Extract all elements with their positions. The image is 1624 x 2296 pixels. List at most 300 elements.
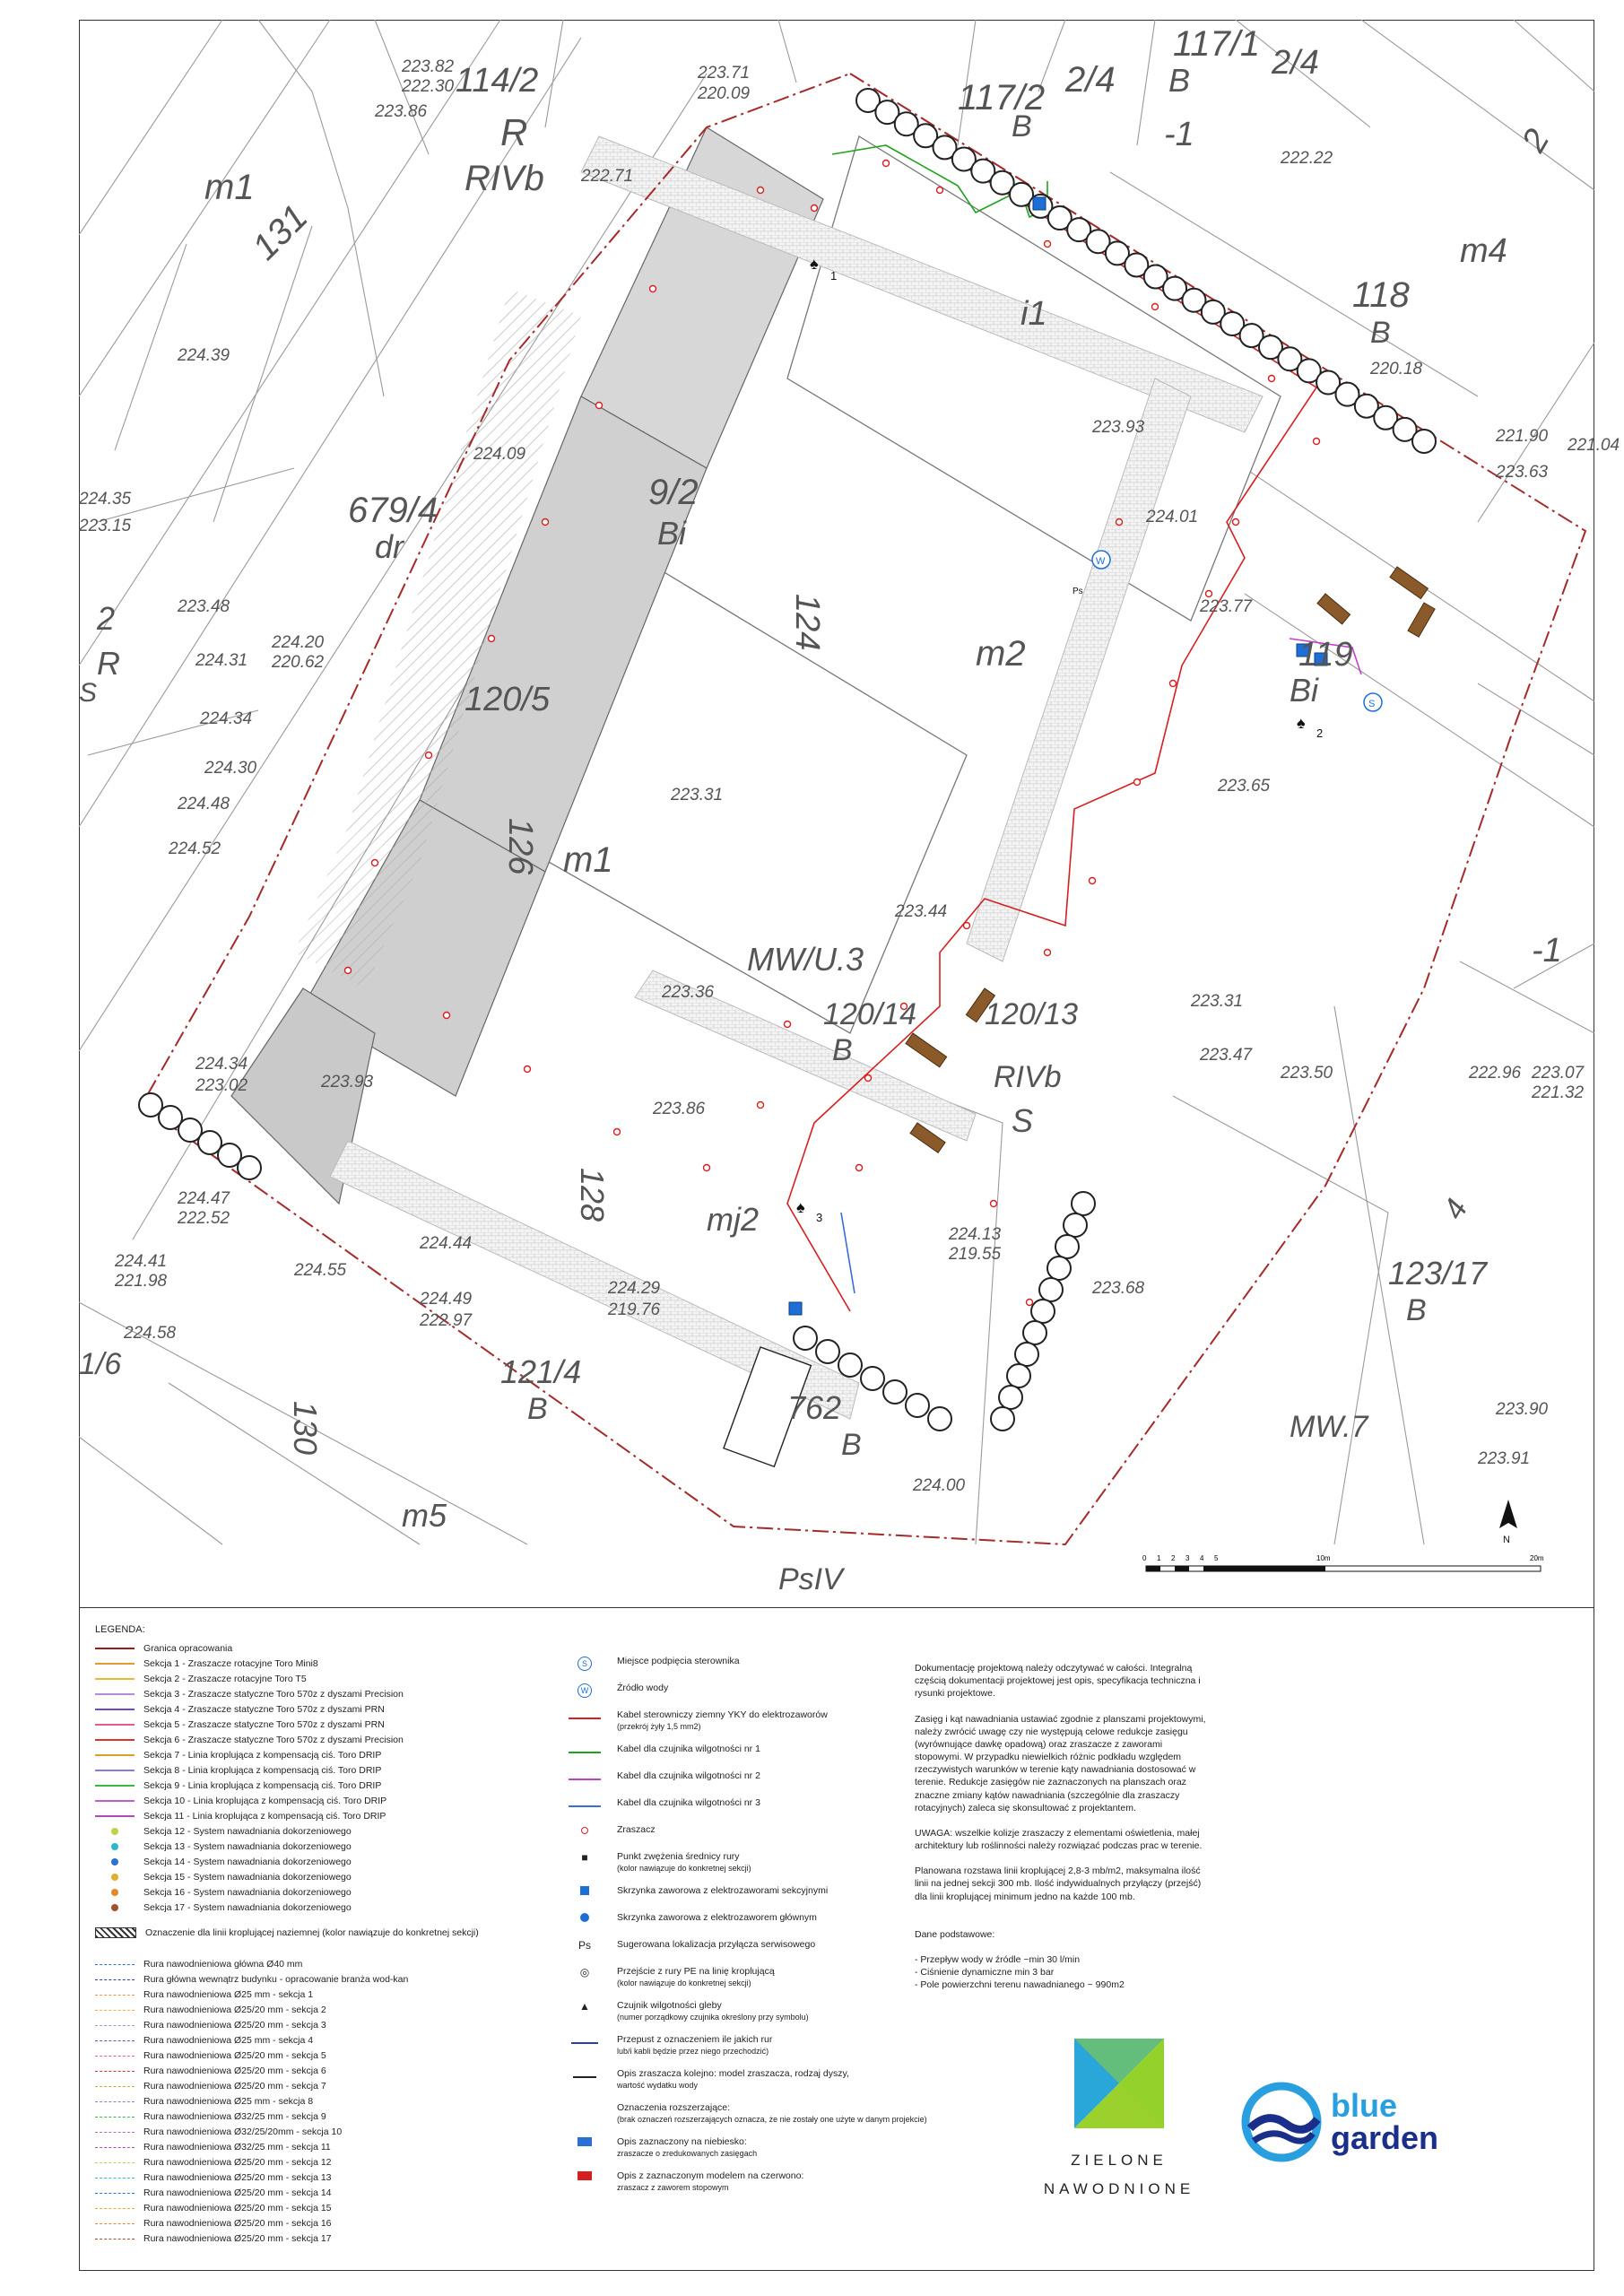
zielone-nawodnione-logo bbox=[1038, 2039, 1200, 2245]
sprinkler[interactable] bbox=[426, 752, 432, 759]
legend-label: Rura nawodnieniowa Ø25/20 mm - sekcja 16 bbox=[143, 2218, 332, 2229]
elevation-label: 222.96 bbox=[1469, 1064, 1522, 1083]
legend-symbol-icon: Ps bbox=[578, 1939, 591, 1952]
legend-pipe-swatch bbox=[95, 2101, 135, 2102]
legend-item bbox=[95, 1796, 386, 1806]
svg-text:2: 2 bbox=[1171, 1554, 1176, 1562]
elevation-label: 224.55 bbox=[294, 1261, 347, 1280]
svg-text:10m: 10m bbox=[1316, 1554, 1331, 1562]
legend-label: Rura nawodnieniowa Ø25/20 mm - sekcja 12 bbox=[143, 2157, 332, 2168]
legend-symbol-icon: W bbox=[569, 1683, 601, 1698]
site-plan bbox=[79, 20, 1620, 1607]
legend-label: Przepust z oznaczeniem ile jakich rur bbox=[617, 2034, 773, 2045]
parcel-label: 2/4 bbox=[1065, 60, 1116, 100]
legend-symbol-icon bbox=[569, 2069, 601, 2080]
legend-item bbox=[95, 2112, 326, 2122]
parcel-label: PsIV bbox=[778, 1562, 843, 1596]
hedge-shrub bbox=[1007, 1364, 1030, 1387]
legend-pipe-swatch bbox=[95, 2223, 135, 2224]
legend-dot-swatch bbox=[111, 1889, 118, 1896]
elevation-label: 223.93 bbox=[321, 1073, 374, 1091]
parcel-label: 114/2 bbox=[456, 62, 539, 100]
legend-pipe-swatch bbox=[95, 2193, 135, 2194]
legend-label: Rura nawodnieniowa główna Ø40 mm bbox=[143, 1959, 303, 1970]
elevation-label: 224.34 bbox=[200, 709, 253, 728]
sensor-3-label: 3 bbox=[816, 1211, 823, 1224]
parcel-label: 131 bbox=[245, 197, 316, 268]
legend-label: Granica opracowania bbox=[143, 1643, 233, 1654]
hedge-shrub bbox=[1412, 430, 1436, 453]
sprinkler[interactable] bbox=[1170, 681, 1177, 687]
legend-symbol-icon bbox=[569, 1710, 601, 1721]
valve-box[interactable] bbox=[789, 1302, 802, 1315]
sprinkler[interactable] bbox=[1152, 304, 1159, 310]
legend-sublabel: (brak oznaczeń rozszerzających oznacza, że nie zostały one użyte w danym projekcie) bbox=[617, 2114, 927, 2124]
legend-symbol-icon: ■ bbox=[581, 1851, 588, 1864]
elevation-label: 223.50 bbox=[1281, 1064, 1333, 1083]
legend-pipe-swatch bbox=[95, 2117, 135, 2118]
legend-label: Kabel dla czujnika wilgotności nr 1 bbox=[617, 1744, 760, 1754]
elevation-label: 224.58 bbox=[124, 1324, 177, 1343]
legend-label: Czujnik wilgotności gleby bbox=[617, 2000, 722, 2011]
legend-label: Rura nawodnieniowa Ø25 mm - sekcja 8 bbox=[143, 2096, 314, 2107]
legend-symbol-item bbox=[569, 1913, 817, 1926]
blue-garden-line2: garden bbox=[1331, 2119, 1439, 2156]
legend-label: Sekcja 5 - Zraszacze statyczne Toro 570z z dyszami PRN bbox=[143, 1719, 385, 1730]
water-source-icon[interactable] bbox=[1092, 551, 1110, 569]
legend-label: Kabel dla czujnika wilgotności nr 2 bbox=[617, 1770, 760, 1781]
legend-line-swatch bbox=[95, 1785, 135, 1787]
legend-symbol-icon bbox=[569, 1825, 601, 1836]
legend-item bbox=[95, 2051, 326, 2061]
legend-symbol-item bbox=[569, 1886, 828, 1899]
parcel-label: m1 bbox=[204, 168, 255, 207]
legend-item bbox=[95, 1705, 385, 1715]
valve-box[interactable] bbox=[1033, 197, 1046, 210]
legend-item bbox=[95, 1735, 404, 1745]
legend-item bbox=[95, 1990, 313, 2000]
elevation-label: 222.30 bbox=[402, 77, 455, 96]
legend-label: Rura nawodnieniowa Ø25/20 mm - sekcja 17 bbox=[143, 2233, 332, 2244]
legend-sublabel: (kolor nawiązuje do konkretnej sekcji) bbox=[617, 1978, 751, 1987]
parcel-label: 2 bbox=[97, 600, 116, 637]
legend-item bbox=[95, 1857, 352, 1867]
legend-label: Sekcja 3 - Zraszacze statyczne Toro 570z z dyszami Precision bbox=[143, 1689, 404, 1700]
parcel-label: RIVb bbox=[465, 159, 544, 198]
legend-dot-swatch bbox=[111, 1904, 118, 1911]
legend-sublabel: zraszacz z zaworem stopowym bbox=[617, 2182, 729, 2192]
legend-item bbox=[95, 2021, 326, 2031]
legend-item bbox=[95, 1873, 352, 1883]
legend-symbol-item bbox=[569, 1744, 760, 1757]
elevation-label: 223.15 bbox=[79, 517, 132, 535]
legend-pipe-swatch bbox=[95, 1964, 135, 1965]
legend-pipe-swatch bbox=[95, 2071, 135, 2072]
parcel-label: B bbox=[1168, 62, 1191, 99]
north-arrow-icon bbox=[1499, 1500, 1517, 1545]
legend-item bbox=[95, 1766, 381, 1776]
zielone-logo-mark-icon bbox=[1074, 2039, 1164, 2128]
sprinkler[interactable] bbox=[1090, 878, 1096, 884]
hedge-shrub bbox=[1023, 1321, 1046, 1344]
sprinkler[interactable] bbox=[345, 968, 352, 974]
legend-item bbox=[95, 1975, 408, 1985]
legend-label: Rura nawodnieniowa Ø32/25/20mm - sekcja 10 bbox=[143, 2126, 343, 2137]
legend-item bbox=[95, 2127, 342, 2137]
legend-pipe-swatch bbox=[95, 2040, 135, 2041]
parcel-label: B bbox=[1406, 1293, 1427, 1327]
hedge-shrub bbox=[1064, 1213, 1087, 1237]
legend-symbol-icon: ▲ bbox=[579, 2000, 590, 2013]
parcel-label: 762 bbox=[787, 1389, 842, 1426]
hedge-shrub bbox=[928, 1407, 951, 1431]
legend-pipe-swatch bbox=[95, 2178, 135, 2179]
service-point-label: Ps bbox=[1073, 587, 1083, 596]
elevation-label: 223.68 bbox=[1092, 1279, 1145, 1298]
parcel-label: 121/4 bbox=[500, 1353, 582, 1390]
legend-item bbox=[95, 1720, 385, 1730]
elevation-label: 221.98 bbox=[115, 1272, 168, 1291]
legend-label: Rura główna wewnątrz budynku - opracowanie branża wod-kan bbox=[143, 1974, 409, 1985]
sprinkler[interactable] bbox=[1314, 439, 1320, 445]
legend-label: Sekcja 8 - Linia kroplująca z kompensacją ciś. Toro DRIP bbox=[143, 1765, 382, 1776]
parcel-label: 120/5 bbox=[465, 681, 551, 718]
legend-label: Sekcja 11 - Linia kroplująca z kompensacją ciś. Toro DRIP bbox=[143, 1811, 386, 1822]
legend-label: Rura nawodnieniowa Ø25/20 mm - sekcja 6 bbox=[143, 2066, 326, 2076]
sprinkler[interactable] bbox=[785, 1022, 791, 1028]
legend-line-swatch bbox=[95, 1815, 135, 1817]
elevation-label: 221.90 bbox=[1496, 427, 1549, 446]
hedge-shrub bbox=[883, 1380, 907, 1404]
controller-icon[interactable] bbox=[1364, 693, 1382, 711]
legend-item bbox=[95, 1781, 381, 1791]
legend-sublabel: (numer porządkowy czujnika określony przy symbolu) bbox=[617, 2012, 809, 2022]
parcel-label: 679/4 bbox=[348, 491, 439, 530]
legend-item bbox=[95, 1903, 352, 1913]
sprinkler[interactable] bbox=[865, 1075, 872, 1082]
legend-symbol-icon: ◎ bbox=[579, 1966, 590, 1979]
legend-label: Sekcja 2 - Zraszacze rotacyjne Toro T5 bbox=[143, 1674, 307, 1684]
elevation-label: 223.47 bbox=[1200, 1046, 1253, 1065]
svg-text:3: 3 bbox=[1185, 1554, 1190, 1562]
legend-item bbox=[95, 2219, 332, 2229]
legend-label: Opis zaznaczony na niebiesko: bbox=[617, 2136, 747, 2147]
legend-item bbox=[95, 2005, 326, 2015]
legend-symbol-item bbox=[569, 1683, 668, 1698]
elevation-label: 220.18 bbox=[1370, 360, 1423, 378]
hedge-shrub bbox=[1072, 1192, 1095, 1215]
zielone-line1: ZIELONE bbox=[1071, 2152, 1168, 2169]
hedge-shrub bbox=[1015, 1343, 1038, 1366]
parcel-label: 130 bbox=[287, 1401, 324, 1456]
sprinkler[interactable] bbox=[489, 636, 495, 642]
parcel-label: 120/13 bbox=[985, 997, 1078, 1031]
elevation-label: 222.22 bbox=[1281, 149, 1333, 168]
elevation-label: 222.52 bbox=[178, 1209, 230, 1228]
legend-sublabel: wartość wydatku wody bbox=[617, 2080, 699, 2090]
legend-sublabel: (kolor nawiązuje do konkretnej sekcji) bbox=[617, 1863, 751, 1873]
parcel-label: mj2 bbox=[707, 1201, 760, 1238]
legend-pipe-swatch bbox=[95, 2056, 135, 2057]
elevation-label: 223.90 bbox=[1496, 1400, 1549, 1419]
legend-label: Skrzynka zaworowa z elektrozaworem głównym bbox=[617, 1912, 817, 1923]
elevation-label: 224.31 bbox=[195, 651, 248, 670]
elevation-label: 220.62 bbox=[272, 653, 325, 672]
legend-pipe-swatch bbox=[95, 2132, 135, 2133]
legend-label: Sekcja 16 - System nawadniania dokorzeniowego bbox=[143, 1887, 352, 1898]
legend-item bbox=[95, 1751, 381, 1761]
legend-item bbox=[95, 1888, 352, 1898]
legend-symbol-item bbox=[569, 1825, 656, 1838]
elevation-label: 224.09 bbox=[473, 445, 526, 464]
legend-pipe-swatch bbox=[95, 2086, 135, 2087]
legend-label: Rura nawodnieniowa Ø25/20 mm - sekcja 5 bbox=[143, 2050, 326, 2061]
legend-column-symbols bbox=[569, 1644, 927, 2272]
blue-garden-logo bbox=[1241, 2083, 1510, 2164]
legend-label: Skrzynka zaworowa z elektrozaworami sekcyjnymi bbox=[617, 1885, 829, 1896]
sprinkler[interactable] bbox=[883, 161, 890, 167]
blue-garden-mark-icon bbox=[1241, 2083, 1322, 2161]
elevation-label: 224.49 bbox=[420, 1290, 473, 1309]
parcel-label: 2/4 bbox=[1272, 44, 1319, 82]
legend-label: Rura nawodnieniowa Ø25/20 mm - sekcja 13 bbox=[143, 2172, 332, 2183]
legend-item bbox=[95, 2158, 332, 2168]
legend-label: Oznaczenie dla linii kroplującej naziemnej (kolor nawiązuje do konkretnej sekcji) bbox=[145, 1926, 479, 1938]
sprinkler[interactable] bbox=[937, 187, 943, 194]
legend-label: Zraszacz bbox=[617, 1824, 656, 1835]
legend-symbol-icon bbox=[569, 1913, 601, 1924]
legend-label: Rura nawodnieniowa Ø25/20 mm - sekcja 14 bbox=[143, 2187, 332, 2198]
legend-symbol-item bbox=[569, 2001, 809, 2022]
sprinkler[interactable] bbox=[596, 403, 603, 409]
svg-text:5: 5 bbox=[1214, 1554, 1219, 1562]
elevation-label: 224.48 bbox=[178, 795, 230, 813]
legend-item bbox=[95, 2036, 313, 2046]
legend-item bbox=[95, 1674, 307, 1684]
legend-label: Sekcja 12 - System nawadniania dokorzeniowego bbox=[143, 1826, 352, 1837]
legend-item bbox=[95, 1690, 404, 1700]
legend-line-swatch bbox=[95, 1770, 135, 1771]
note-paragraph: Dane podstawowe: bbox=[915, 1928, 995, 1940]
legend-label: Rura nawodnieniowa Ø25 mm - sekcja 4 bbox=[143, 2035, 314, 2046]
parcel-label: B bbox=[527, 1392, 548, 1426]
legend-label: Opis zraszacza kolejno: model zraszacza, rodzaj dyszy, bbox=[617, 2068, 849, 2079]
elevation-label: 222.97 bbox=[420, 1311, 473, 1330]
svg-text:1: 1 bbox=[1157, 1554, 1161, 1562]
sensor-2-label: 2 bbox=[1316, 726, 1324, 740]
legend-item bbox=[95, 1960, 302, 1970]
sprinkler[interactable] bbox=[758, 1102, 764, 1109]
legend-label: Rura nawodnieniowa Ø25 mm - sekcja 1 bbox=[143, 1989, 314, 2000]
sprinkler[interactable] bbox=[444, 1013, 450, 1019]
parcel-label: 128 bbox=[574, 1168, 611, 1222]
sprinkler[interactable] bbox=[704, 1165, 710, 1171]
hedge-shrub bbox=[1031, 1300, 1055, 1323]
legend-symbol-icon bbox=[569, 1744, 601, 1755]
elevation-label: 224.35 bbox=[79, 490, 132, 509]
legend-label: Miejsce podpięcia sterownika bbox=[617, 1656, 740, 1666]
legend-item bbox=[95, 1827, 352, 1837]
elevation-label: 224.52 bbox=[169, 839, 221, 858]
elevation-label: 223.48 bbox=[178, 597, 230, 616]
legend-sublabel: (przekrój żyły 1,5 mm2) bbox=[617, 1721, 701, 1731]
elevation-label: 223.82 bbox=[402, 57, 455, 76]
legend-symbol-item bbox=[569, 1967, 775, 1987]
sprinkler[interactable] bbox=[964, 923, 970, 929]
legend-item bbox=[95, 2066, 326, 2076]
svg-text:0: 0 bbox=[1142, 1554, 1147, 1562]
legend-symbol-icon bbox=[569, 1886, 601, 1897]
elevation-label: 224.34 bbox=[195, 1055, 248, 1074]
legend-dot-swatch bbox=[111, 1828, 118, 1835]
parcel-label: 119 bbox=[1298, 636, 1353, 674]
sprinkler[interactable] bbox=[543, 519, 549, 526]
elevation-label: 224.41 bbox=[115, 1252, 168, 1271]
sprinkler[interactable] bbox=[525, 1066, 531, 1073]
elevation-label: 223.65 bbox=[1218, 777, 1271, 796]
scale-bar bbox=[1142, 1554, 1544, 1571]
legend-item bbox=[95, 1812, 386, 1822]
parcel-label: S bbox=[1012, 1102, 1034, 1139]
svg-text:4: 4 bbox=[1200, 1554, 1204, 1562]
sprinkler[interactable] bbox=[614, 1129, 621, 1135]
sprinkler[interactable] bbox=[1116, 519, 1123, 526]
legend-pipe-swatch bbox=[95, 2162, 135, 2163]
sprinkler[interactable] bbox=[758, 187, 764, 194]
parcel-label: i1 bbox=[1020, 295, 1047, 333]
parcel-label: S bbox=[79, 678, 98, 708]
zielone-line2: NAWODNIONE bbox=[1043, 2180, 1195, 2197]
legend-item bbox=[95, 2234, 332, 2244]
elevation-label: 223.86 bbox=[375, 102, 428, 121]
parcel-label: 117/1 bbox=[1173, 24, 1261, 64]
legend-item bbox=[95, 2188, 332, 2198]
parcel-label: 126 bbox=[501, 818, 539, 875]
elevation-label: 221.32 bbox=[1532, 1083, 1585, 1102]
sprinkler[interactable] bbox=[1269, 376, 1275, 382]
north-label: N bbox=[1503, 1535, 1510, 1545]
legend-pipe-swatch bbox=[95, 2025, 135, 2026]
legend-symbol-icon bbox=[569, 1771, 601, 1782]
parcel-label: Bi bbox=[1290, 672, 1319, 709]
note-paragraph: Planowana rozstawa linii kroplującej 2,8-3 mb/m2, maksymalna ilość linii na jednej sekcji 300 mb. Ilość indywidualnych przyłączy (przejść) dla linii kroplującej minimum jedno na każde 100 mb. bbox=[915, 1866, 1202, 1902]
sprinkler[interactable] bbox=[856, 1165, 863, 1171]
sprinkler[interactable] bbox=[1233, 519, 1239, 526]
legend-label: Przejście z rury PE na linię kroplującą bbox=[617, 1966, 775, 1977]
legend-line-swatch bbox=[95, 1709, 135, 1710]
sprinkler[interactable] bbox=[1045, 950, 1051, 956]
sprinkler[interactable] bbox=[1045, 241, 1051, 248]
legend-item bbox=[95, 2082, 326, 2092]
legend-label: Rura nawodnieniowa Ø25/20 mm - sekcja 15 bbox=[143, 2203, 332, 2213]
legend-label: Sekcja 1 - Zraszacze rotacyjne Toro Mini8 bbox=[143, 1658, 318, 1669]
elevation-label: 223.02 bbox=[195, 1076, 248, 1095]
parcel-label: MW.7 bbox=[1290, 1410, 1368, 1444]
parcel-label: 2 bbox=[1515, 123, 1558, 159]
legend-symbol-icon bbox=[569, 2137, 601, 2148]
legend-pipe-swatch bbox=[95, 1995, 135, 1996]
legend-dot-swatch bbox=[111, 1874, 118, 1881]
svg-text:20m: 20m bbox=[1530, 1554, 1544, 1562]
legend-line-swatch bbox=[95, 1693, 135, 1695]
hedge-shrub bbox=[999, 1386, 1022, 1409]
legend-dot-swatch bbox=[111, 1858, 118, 1866]
parcel-label: m2 bbox=[976, 634, 1026, 674]
legend-item bbox=[95, 1842, 352, 1852]
sensor-1-label: 1 bbox=[830, 269, 838, 283]
legend-label: Rura nawodnieniowa Ø25/20 mm - sekcja 2 bbox=[143, 2005, 326, 2015]
elevation-label: 220.09 bbox=[698, 84, 751, 103]
sprinkler[interactable] bbox=[650, 286, 656, 292]
parcel-label: -1 bbox=[1532, 932, 1562, 970]
elevation-label: 219.55 bbox=[949, 1245, 1002, 1264]
legend-line-swatch bbox=[95, 1678, 135, 1680]
legend-label: Punkt zwężenia średnicy rury bbox=[617, 1851, 740, 1862]
elevation-label: 219.76 bbox=[608, 1300, 661, 1319]
parcel-label: R bbox=[500, 111, 528, 153]
legend-symbol-item bbox=[569, 1940, 815, 1952]
sprinkler[interactable] bbox=[372, 860, 378, 866]
water-source-label: W bbox=[1096, 556, 1106, 567]
parcel-label: 1/6 bbox=[79, 1347, 122, 1381]
hedge-shrub bbox=[1047, 1257, 1071, 1280]
sprinkler[interactable] bbox=[812, 205, 818, 212]
elevation-label: 223.31 bbox=[671, 786, 724, 804]
legend-symbol-icon bbox=[569, 1798, 601, 1809]
legend-symbol-item bbox=[569, 2069, 849, 2090]
elevation-label: 223.77 bbox=[1200, 597, 1253, 616]
legend-label: Rura nawodnieniowa Ø25/20 mm - sekcja 7 bbox=[143, 2081, 326, 2092]
legend-sublabel: zraszacze o zredukowanych zasięgach bbox=[617, 2148, 758, 2158]
elevation-label: 223.91 bbox=[1478, 1449, 1531, 1468]
elevation-label: 223.93 bbox=[1092, 418, 1145, 437]
parcel-label: B bbox=[1370, 316, 1391, 350]
legend-item bbox=[95, 2204, 332, 2213]
legend-pipe-swatch bbox=[95, 2010, 135, 2011]
legend-symbol-item bbox=[569, 1798, 760, 1811]
legend-symbol-icon bbox=[569, 2035, 601, 2046]
elevation-label: 224.29 bbox=[608, 1279, 661, 1298]
legend-label: Rura nawodnieniowa Ø25/20 mm - sekcja 3 bbox=[143, 2020, 326, 2031]
legend-label: Opis z zaznaczonym modelem na czerwono: bbox=[617, 2170, 804, 2181]
legend-item bbox=[95, 1927, 479, 1938]
legend-label: Sugerowana lokalizacja przyłącza serwisowego bbox=[617, 1939, 816, 1950]
sprinkler[interactable] bbox=[1134, 779, 1141, 786]
sprinkler[interactable] bbox=[1206, 591, 1212, 597]
legend-symbol-item bbox=[569, 2137, 757, 2158]
hedge-shrub bbox=[838, 1353, 862, 1377]
elevation-label: 224.01 bbox=[1146, 508, 1199, 526]
sprinkler[interactable] bbox=[991, 1201, 997, 1207]
parcel-label: R bbox=[97, 645, 120, 682]
parcel-label: Bi bbox=[657, 515, 687, 552]
legend-item bbox=[95, 2097, 313, 2107]
legend-label: Sekcja 4 - Zraszacze statyczne Toro 570z z dyszami PRN bbox=[143, 1704, 385, 1715]
parcel-label: m5 bbox=[402, 1497, 447, 1534]
sprinkler[interactable] bbox=[1027, 1300, 1033, 1306]
elevation-label: 223.31 bbox=[1191, 992, 1244, 1011]
legend-label: Sekcja 17 - System nawadniania dokorzeniowego bbox=[143, 1902, 352, 1913]
legend-pipe-swatch bbox=[95, 1979, 135, 1980]
parcel-label: RIVb bbox=[994, 1060, 1062, 1094]
parcel-label: 124 bbox=[788, 594, 826, 651]
legend-line-swatch bbox=[95, 1663, 135, 1665]
parcel-label: MW/U.3 bbox=[747, 941, 864, 978]
legend-pipe-swatch bbox=[95, 2147, 135, 2148]
legend-line-swatch bbox=[95, 1724, 135, 1726]
legend-symbol-item bbox=[569, 1710, 828, 1731]
controller-label: S bbox=[1368, 699, 1376, 709]
